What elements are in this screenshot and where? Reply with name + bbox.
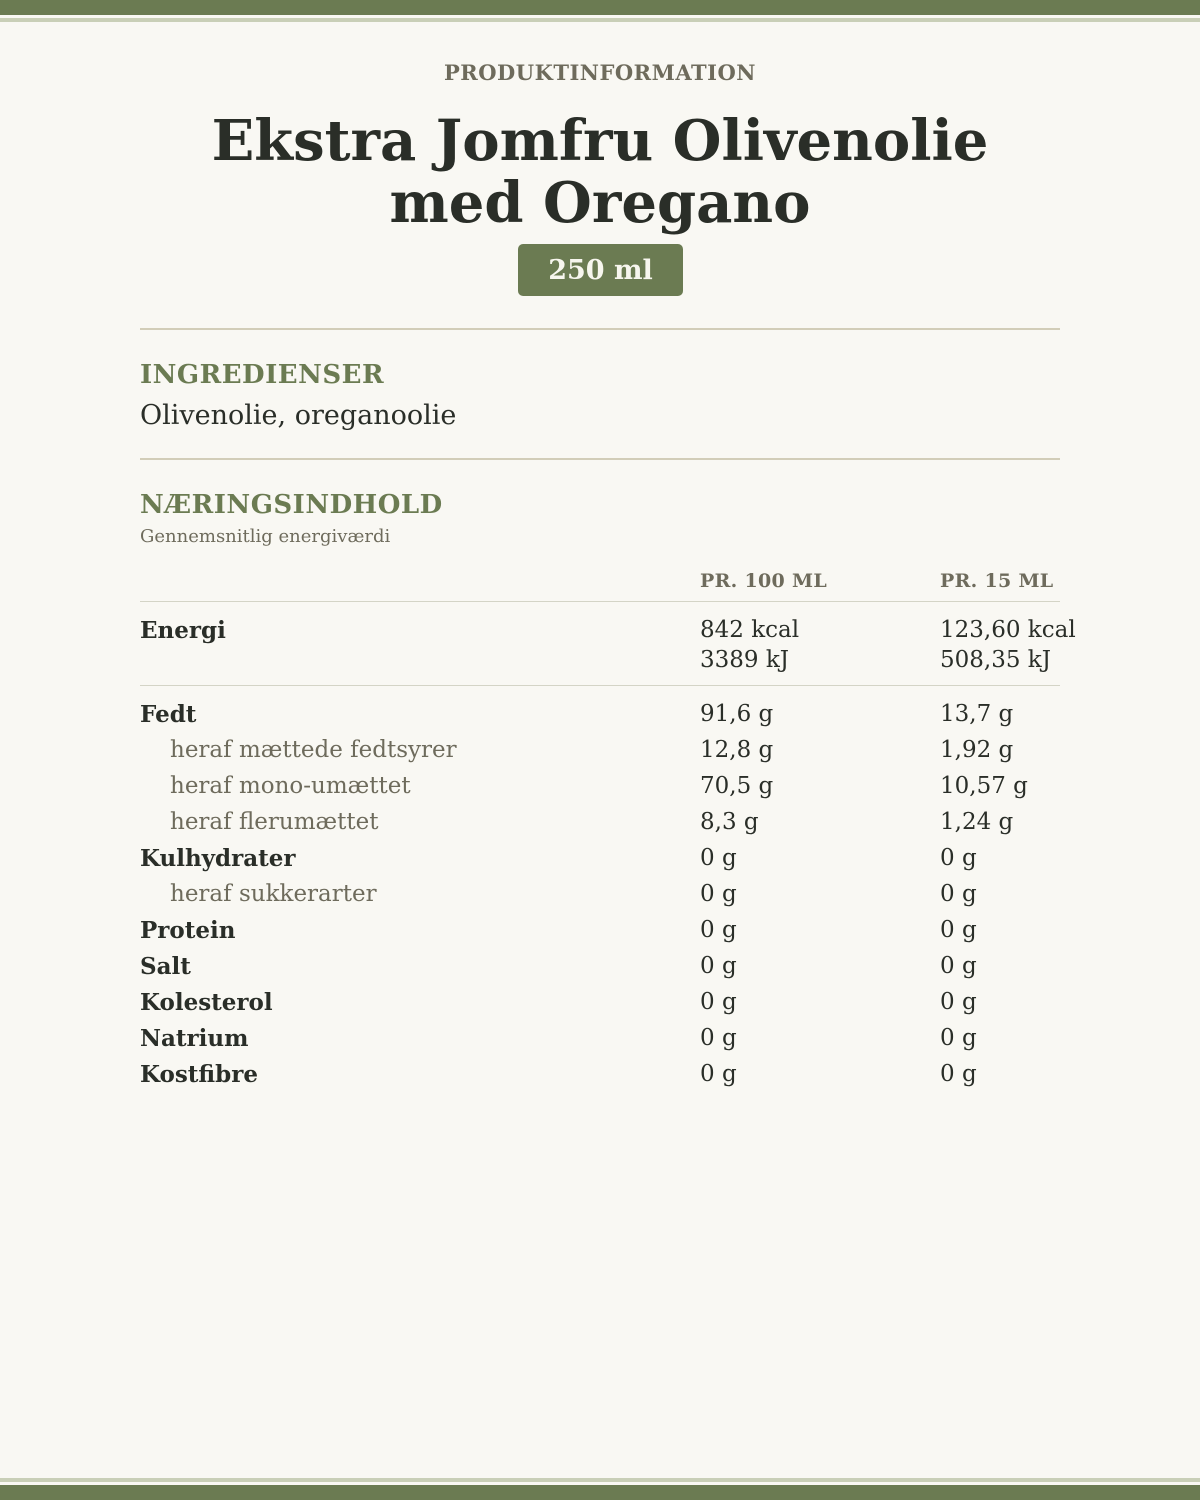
section-eyebrow: PRODUKTINFORMATION [444, 60, 756, 85]
nutrient-label: Protein [140, 917, 236, 944]
nutrient-value-per100: 0 g [700, 1061, 737, 1087]
nutrient-value-per15: 0 g [940, 845, 977, 871]
nutrient-value-per100: 8,3 g [700, 809, 759, 835]
nutrient-value-per100: 91,6 g [700, 701, 774, 727]
nutrient-value-per15: 13,7 g [940, 701, 1014, 727]
nutrient-value-per100: 0 g [700, 989, 737, 1015]
nutrient-value-per15: 0 g [940, 881, 977, 907]
nutrient-value-per15: 0 g [940, 953, 977, 979]
nutrient-value-per15: 1,24 g [940, 809, 1014, 835]
column-header-per100: PR. 100 ML [700, 570, 827, 592]
nutrient-value-per15: 0 g [940, 917, 977, 943]
table-divider [140, 601, 1060, 602]
nutrient-value-per100: 0 g [700, 881, 737, 907]
nutrient-value-per15: 0 g [940, 989, 977, 1015]
nutrient-value-per100: 0 g [700, 1025, 737, 1051]
nutrient-value-per15: 10,57 g [940, 773, 1028, 799]
top-band [0, 0, 1200, 15]
product-title [100, 110, 1100, 234]
nutrient-label: Fedt [140, 701, 197, 728]
energy-per15-kcal: 123,60 kcal [940, 617, 1076, 643]
nutrition-heading: NÆRINGSINDHOLD [140, 490, 443, 520]
divider [140, 458, 1060, 460]
nutrient-sublabel: heraf mættede fedtsyrer [170, 737, 457, 763]
nutrient-label: Kostfibre [140, 1061, 258, 1088]
nutrient-label: Kolesterol [140, 989, 273, 1016]
energy-per100-kj: 3389 kJ [700, 647, 790, 673]
nutrient-sublabel: heraf flerumættet [170, 809, 379, 835]
energy-per15-kj: 508,35 kJ [940, 647, 1051, 673]
table-divider [140, 685, 1060, 686]
nutrient-value-per15: 0 g [940, 1061, 977, 1087]
divider [140, 328, 1060, 330]
energy-per100-kcal: 842 kcal [700, 617, 800, 643]
product-title-line2: med Oregano [389, 170, 811, 236]
nutrient-value-per15: 1,92 g [940, 737, 1014, 763]
top-band-thin [0, 18, 1200, 22]
nutrient-value-per100: 0 g [700, 917, 737, 943]
ingredients-heading: INGREDIENSER [140, 360, 385, 390]
nutrient-sublabel: heraf mono-umættet [170, 773, 411, 799]
nutrient-value-per100: 0 g [700, 845, 737, 871]
nutrient-label: Natrium [140, 1025, 249, 1052]
nutrient-value-per15: 0 g [940, 1025, 977, 1051]
ingredients-text: Olivenolie, oreganoolie [140, 400, 457, 431]
nutrient-value-per100: 70,5 g [700, 773, 774, 799]
nutrient-value-per100: 0 g [700, 953, 737, 979]
product-title-line1: Ekstra Jomfru Olivenolie [211, 108, 989, 174]
nutrient-label: Salt [140, 953, 191, 980]
bottom-band-thin [0, 1478, 1200, 1482]
nutrient-sublabel: heraf sukkerarter [170, 881, 377, 907]
bottom-band [0, 1485, 1200, 1500]
nutrient-value-per100: 12,8 g [700, 737, 774, 763]
nutrient-label: Kulhydrater [140, 845, 296, 872]
energy-label: Energi [140, 617, 226, 644]
column-header-per15: PR. 15 ML [940, 570, 1054, 592]
volume-badge: 250 ml [518, 244, 683, 296]
nutrition-subtitle: Gennemsnitlig energiværdi [140, 526, 391, 547]
